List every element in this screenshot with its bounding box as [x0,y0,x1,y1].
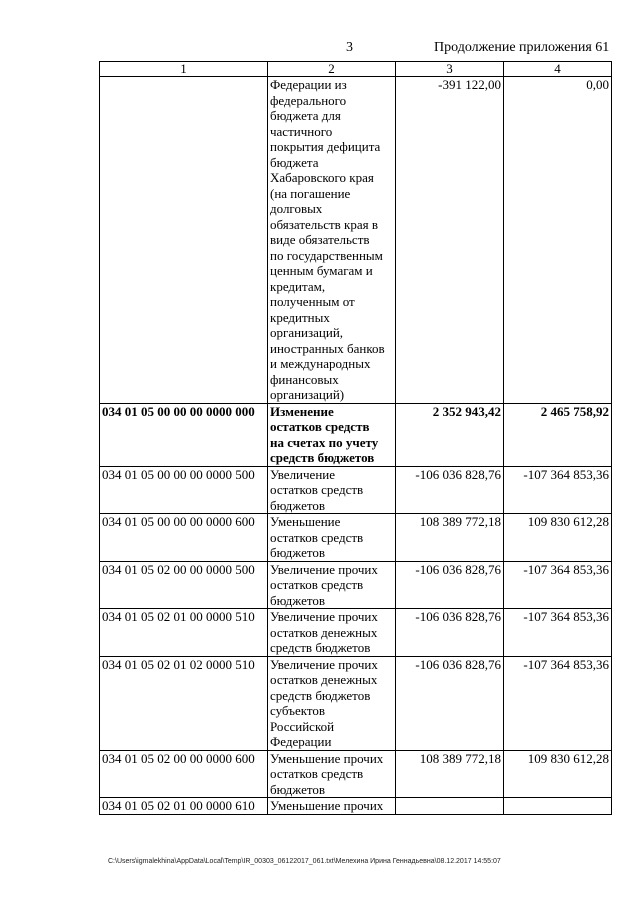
budget-code-cell: 034 01 05 02 01 02 0000 510 [100,656,268,750]
description-line: Увеличение прочих [270,609,378,624]
table-row [100,561,612,609]
description-line: остатков денежных [270,672,378,687]
budget-code-cell: 034 01 05 02 00 00 0000 500 [100,561,268,609]
description-line: федерального [270,92,347,108]
description-line: Федерации [270,734,332,749]
description-line: (на погашение [270,185,351,201]
table-row [100,750,612,798]
amount-cell-col3: -106 036 828,76 [396,561,504,609]
description-line: и международных [270,356,371,371]
amount-cell-col3: 108 389 772,18 [396,514,504,562]
continuation-caption: Продолжение приложения 61 [434,40,610,55]
amount-cell-col4: 2 465 758,92 [504,403,612,466]
budget-code-cell: 034 01 05 02 01 00 0000 610 [100,798,268,815]
description-cell [268,403,396,466]
column-header: 2 [268,62,396,77]
amount-cell-col4: -107 364 853,36 [504,656,612,750]
amount-cell-col4: 109 830 612,28 [504,750,612,798]
amount-cell-col4: -107 364 853,36 [504,609,612,657]
description-cell [268,77,396,404]
page-number: 3 [346,40,353,55]
amount-cell-col3: 108 389 772,18 [396,750,504,798]
table-row [100,77,612,404]
budget-code-cell: 034 01 05 00 00 00 0000 000 [100,403,268,466]
description-line: иностранных банков [270,340,385,356]
column-header: 1 [100,62,268,77]
description-cell [268,466,396,514]
description-line: остатков средств [270,766,364,781]
description-line: организаций, [270,325,344,340]
description-line: средств бюджетов [270,450,375,465]
description-line: Федерации из [270,77,347,92]
description-line: остатков средств [270,419,370,434]
description-line: кредитных [270,309,330,325]
amount-cell-col4: 0,00 [504,77,612,404]
description-line: бюджетов [270,497,326,513]
description-line: ценным бумагам и [270,263,373,278]
budget-code-cell: 034 01 05 00 00 00 0000 600 [100,514,268,562]
table-row [100,466,612,514]
description-line: бюджетов [270,545,326,560]
description-line: Уменьшение [270,514,341,529]
description-line: остатков средств [270,577,364,592]
budget-sources-table [99,61,612,815]
description-line: Уменьшение прочих [270,798,384,813]
description-line: полученным от [270,294,355,309]
amount-cell-col4: -107 364 853,36 [504,466,612,514]
description-line: Увеличение [270,466,336,482]
description-cell [268,609,396,657]
description-line: Хабаровского края [270,170,374,185]
table-row [100,798,612,815]
amount-cell-col3: 2 352 943,42 [396,403,504,466]
column-header: 3 [396,62,504,77]
description-line: виде обязательств [270,232,370,247]
amount-cell-col3: -106 036 828,76 [396,609,504,657]
budget-code-cell: 034 01 05 02 01 00 0000 510 [100,609,268,657]
description-line: средств бюджетов [270,640,371,655]
description-line: субъектов [270,703,326,718]
description-line: обязательств края в [270,216,378,232]
description-line: остатков средств [270,482,364,497]
description-line: бюджетов [270,592,326,608]
description-line: финансовых [270,371,339,387]
budget-code-cell: 034 01 05 02 00 00 0000 600 [100,750,268,798]
description-line: частичного [270,123,333,139]
footer-file-path: C:\Users\igmalekhina\AppData\Local\Temp\IR_00303_06122017_061.txt\Мелехина Ирина Геннадьевна\08.12.2017 14:55:07 [108,858,501,865]
table-row [100,514,612,562]
description-line: на счетах по учету [270,434,379,450]
description-line: Уменьшение прочих [270,750,384,766]
description-cell [268,561,396,609]
description-line: организаций) [270,387,345,402]
description-line: по государственным [270,247,383,263]
budget-code-cell: 034 01 05 00 00 00 0000 500 [100,466,268,514]
budget-code-cell [100,77,268,404]
description-line: Увеличение прочих [270,561,378,577]
description-line: бюджета для [270,108,341,123]
amount-cell-col4: 109 830 612,28 [504,514,612,562]
description-cell [268,656,396,750]
description-line: Изменение [270,403,334,419]
description-line: бюджета [270,154,319,170]
table-row [100,403,612,466]
description-line: остатков денежных [270,624,378,640]
amount-cell-col4: -107 364 853,36 [504,561,612,609]
description-line: средств бюджетов [270,687,371,703]
description-line: бюджетов [270,781,326,797]
column-header: 4 [504,62,612,77]
table-row [100,609,612,657]
description-cell [268,514,396,562]
amount-cell-col3: -391 122,00 [396,77,504,404]
description-line: кредитам, [270,278,326,294]
amount-cell-col3: -106 036 828,76 [396,656,504,750]
column-number-row [100,62,612,77]
description-line: Российской [270,718,335,734]
description-line: Увеличение прочих [270,656,378,672]
description-line: остатков средств [270,529,364,545]
description-cell [268,750,396,798]
description-line: долговых [270,201,323,216]
table-row [100,656,612,750]
description-line: покрытия дефицита [270,139,381,154]
amount-cell-col3 [396,798,504,815]
description-cell [268,798,396,815]
amount-cell-col4 [504,798,612,815]
amount-cell-col3: -106 036 828,76 [396,466,504,514]
